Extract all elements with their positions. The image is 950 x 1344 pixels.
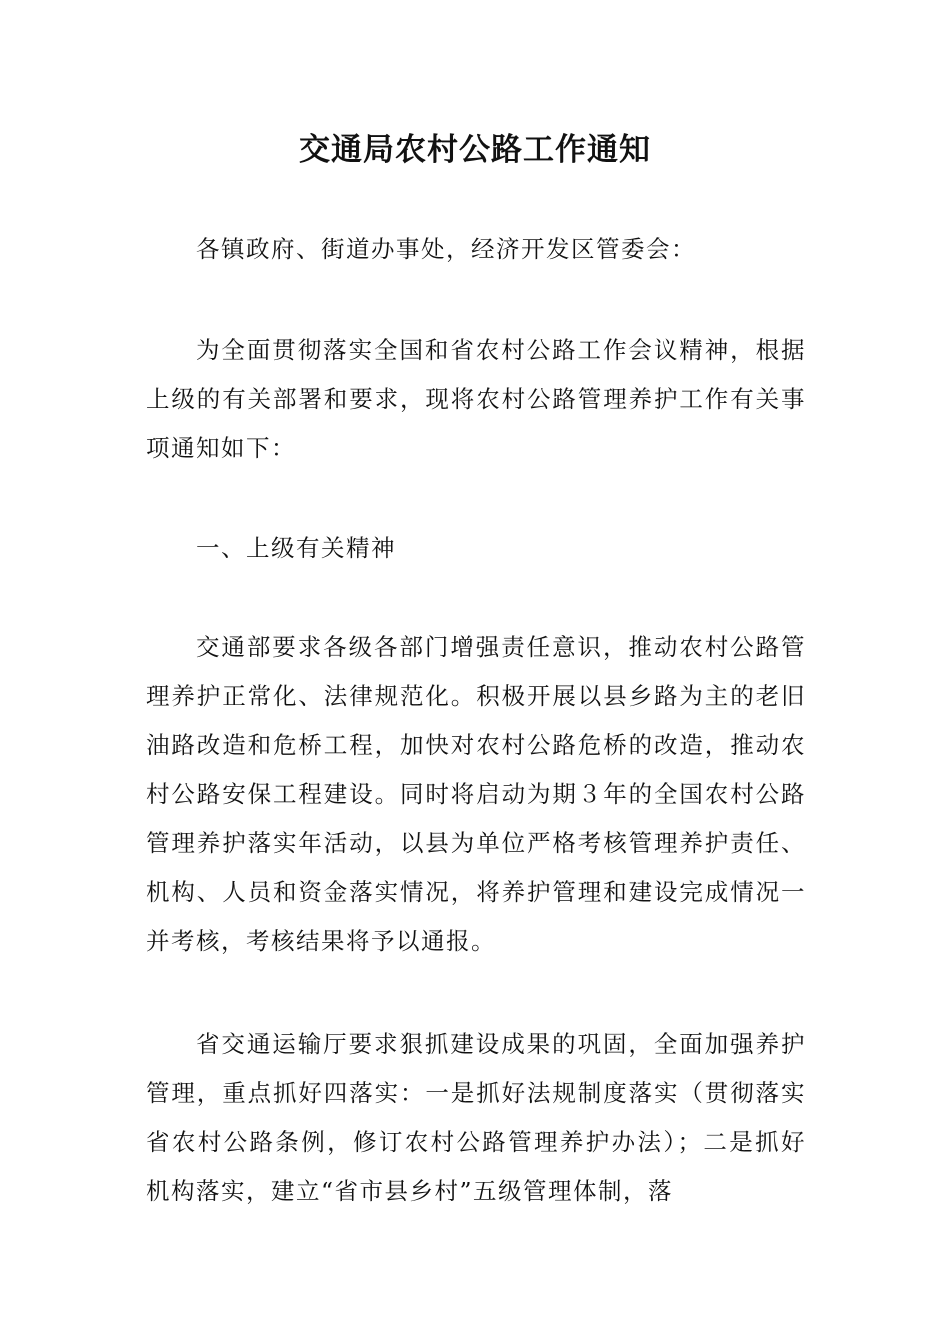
body-paragraph-province: 省交通运输厅要求狠抓建设成果的巩固，全面加强养护管理，重点抓好四落实：一是抓好法规制度落实（贯彻落实省农村公路条例，修订农村公路管理养护办法）；二是抓好机构落实，建立“省市县乡村”五级管理体制，落 bbox=[146, 1030, 806, 1205]
intro-paragraph: 为全面贯彻落实全国和省农村公路工作会议精神，根据上级的有关部署和要求，现将农村公路管理养护工作有关事项通知如下： bbox=[146, 336, 806, 462]
document-title: 交通局农村公路工作通知 bbox=[299, 132, 651, 168]
section-heading: 一、上级有关精神 bbox=[196, 534, 396, 562]
salutation-paragraph: 各镇政府、街道办事处，经济开发区管委会： bbox=[196, 235, 696, 263]
body-paragraph-ministry: 交通部要求各级各部门增强责任意识，推动农村公路管理养护正常化、法律规范化。积极开展以县乡路为主的老旧油路改造和危桥工程，加快对农村公路危桥的改造，推动农村公路安保工程建设。同时将启动为期３年的全国农村公路管理养护落实年活动，以县为单位严格考核管理养护责任、机构、人员和资金落实情况，将养护管理和建设完成情况一并考核，考核结果将予以通报。 bbox=[146, 633, 806, 955]
